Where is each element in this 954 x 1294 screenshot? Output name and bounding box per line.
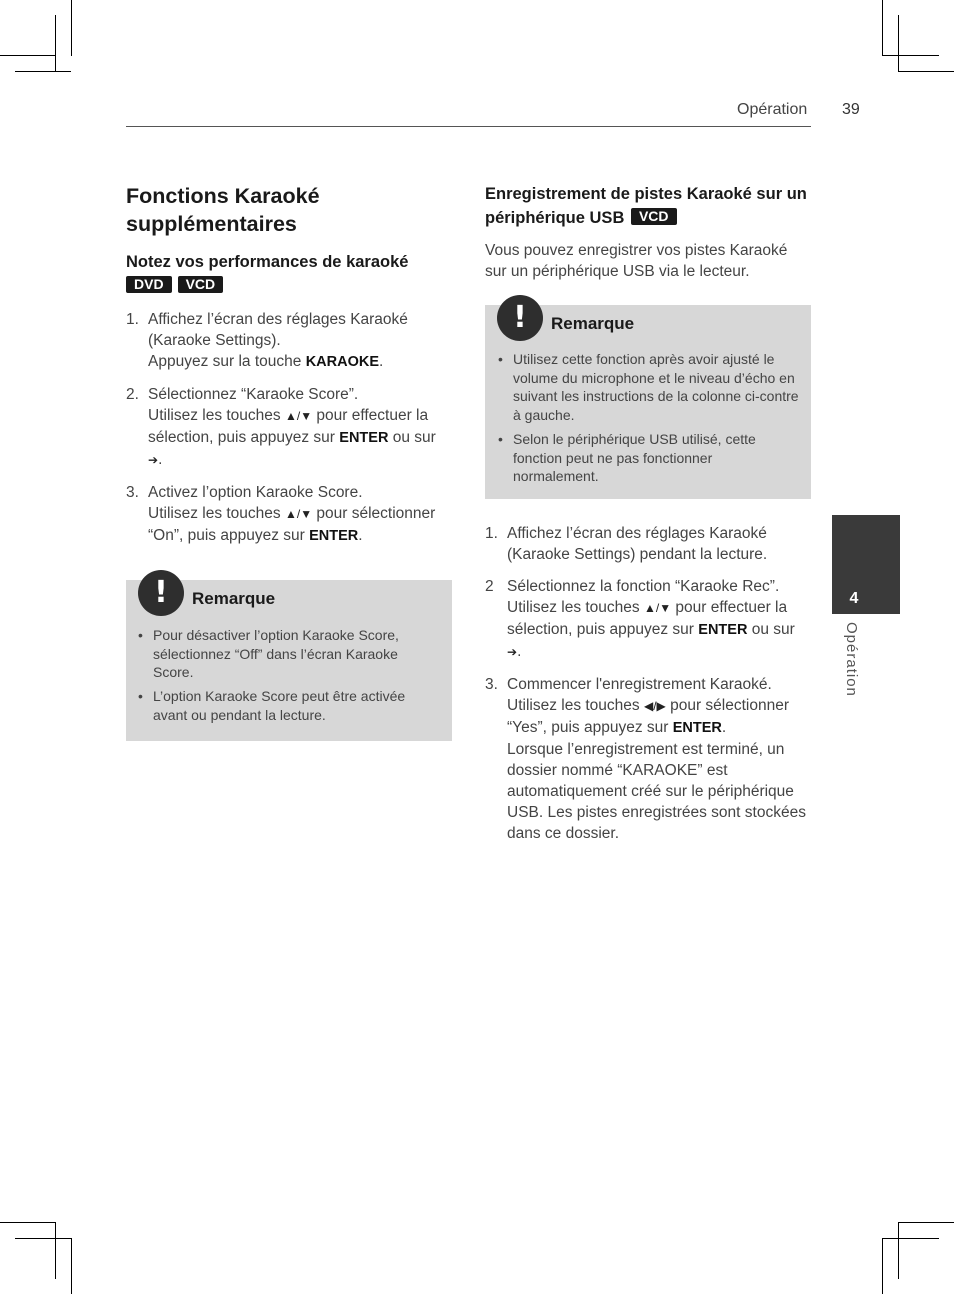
header-section: Opération [737,101,808,118]
step-2 [485,576,811,663]
key-enter: ENTER [339,430,389,446]
step-number: 1. [485,525,498,542]
step-text: Lorsque l’enregistrement est terminé, un dossier nommé “KARAOKE” est automatiquement créé sur le périphérique USB. Les pistes enregistrées sont stockées dans ce dossier. [507,741,806,842]
step-text: pour sélectionner “On”, puis appuyez sur [148,505,436,544]
subsection-title [126,250,452,274]
step-text: Affichez l’écran des réglages Karaoké (Karaoke Settings). [148,311,408,349]
up-down-arrows-icon: ▲/▼ [284,409,313,423]
tag-dvd: DVD [126,276,172,293]
up-down-arrows-icon: ▲/▼ [643,601,672,615]
key-karaoke: KARAOKE [305,354,379,370]
key-enter: ENTER [309,528,359,544]
subsection-title-text: Notez vos performances de karaoké [126,253,409,271]
section-title-usb [485,182,813,230]
step-number: 1. [126,311,139,328]
step-text: Sélectionnez la fonction “Karaoke Rec”. [507,578,780,595]
step-text: Affichez l’écran des réglages Karaoké (Karaoke Settings) pendant la lecture. [507,525,768,563]
key-enter: ENTER [672,720,722,736]
left-column [126,182,452,558]
punct: . [158,451,163,468]
chapter-tab [832,515,900,614]
step-text: Utilisez les touches [148,505,285,522]
note-item: • Selon le périphérique USB utilisé, cette fonction peut ne pas fonctionner normalement. [498,430,800,486]
page-number: 39 [842,101,860,118]
intro-paragraph: Vous pouvez enregistrer vos pistes Karaoké sur un périphérique USB via le lecteur. [485,242,788,280]
step-text: pour effectuer la sélection, puis appuyez sur [507,599,788,638]
tag-vcd: VCD [178,276,224,293]
note-title: Remarque [192,589,276,608]
step-text: Utilisez les touches [148,407,285,424]
step-2 [126,384,452,471]
note-item: • Utilisez cette fonction après avoir ajusté le volume du microphone et le niveau d’écho en suivant les instructions de la colonne ci-contre à gauche. [498,350,800,425]
tag-vcd: VCD [631,208,677,225]
step-text: Appuyez sur la touche [148,353,306,370]
step-3 [126,482,452,547]
chapter-number: 4 [849,590,859,607]
chapter-label: Opération [843,622,860,697]
note-list [138,626,438,730]
step-text: Activez l’option Karaoke Score. [148,484,363,501]
note-box-right [485,300,811,499]
punct: . [379,353,384,370]
step-text: Sélectionnez “Karaoke Score”. [148,386,359,403]
note-item: • Pour désactiver l’option Karaoke Score, sélectionnez “Off” dans l’écran Karaoke Score. [138,626,438,682]
note-box-left [126,575,452,741]
step-text: Utilisez les touches [507,697,644,714]
step-1 [485,523,811,565]
right-steps [485,523,811,855]
steps-list [485,523,811,844]
step-number: 3. [485,676,498,693]
note-list [498,350,800,491]
steps-list [126,309,452,547]
section-title: Fonctions Karaoké supplémentaires [126,184,320,236]
right-arrow-icon: ➔ [148,453,159,467]
step-3 [485,674,811,844]
punct: . [517,643,522,660]
key-enter: ENTER [698,622,748,638]
note-item: • L’option Karaoke Score peut être activée avant ou pendant la lecture. [138,687,438,724]
punct: . [358,527,363,544]
exclamation-icon: ! [138,570,184,616]
note-title: Remarque [551,314,635,333]
step-text: ou sur [388,429,436,446]
step-text: Utilisez les touches [507,599,644,616]
step-text: pour effectuer la sélection, puis appuyez sur [148,407,429,446]
right-column [485,182,813,282]
exclamation-icon: ! [497,295,543,341]
step-text: ou sur [747,621,795,638]
left-right-arrows-icon: ◀/▶ [643,699,666,713]
step-number: 3. [126,484,139,501]
step-text: pour sélectionner “Yes”, puis appuyez sur [507,697,789,736]
step-text: Commencer l'enregistrement Karaoké. [507,676,772,693]
punct: . [721,719,727,736]
right-arrow-icon: ➔ [507,645,518,659]
section-title-text: Enregistrement de pistes Karaoké sur un périphérique USB [485,185,807,227]
step-number: 2. [126,386,139,403]
up-down-arrows-icon: ▲/▼ [284,507,313,521]
header-rule [126,126,811,127]
step-number: 2 [485,578,494,595]
step-1 [126,309,452,373]
